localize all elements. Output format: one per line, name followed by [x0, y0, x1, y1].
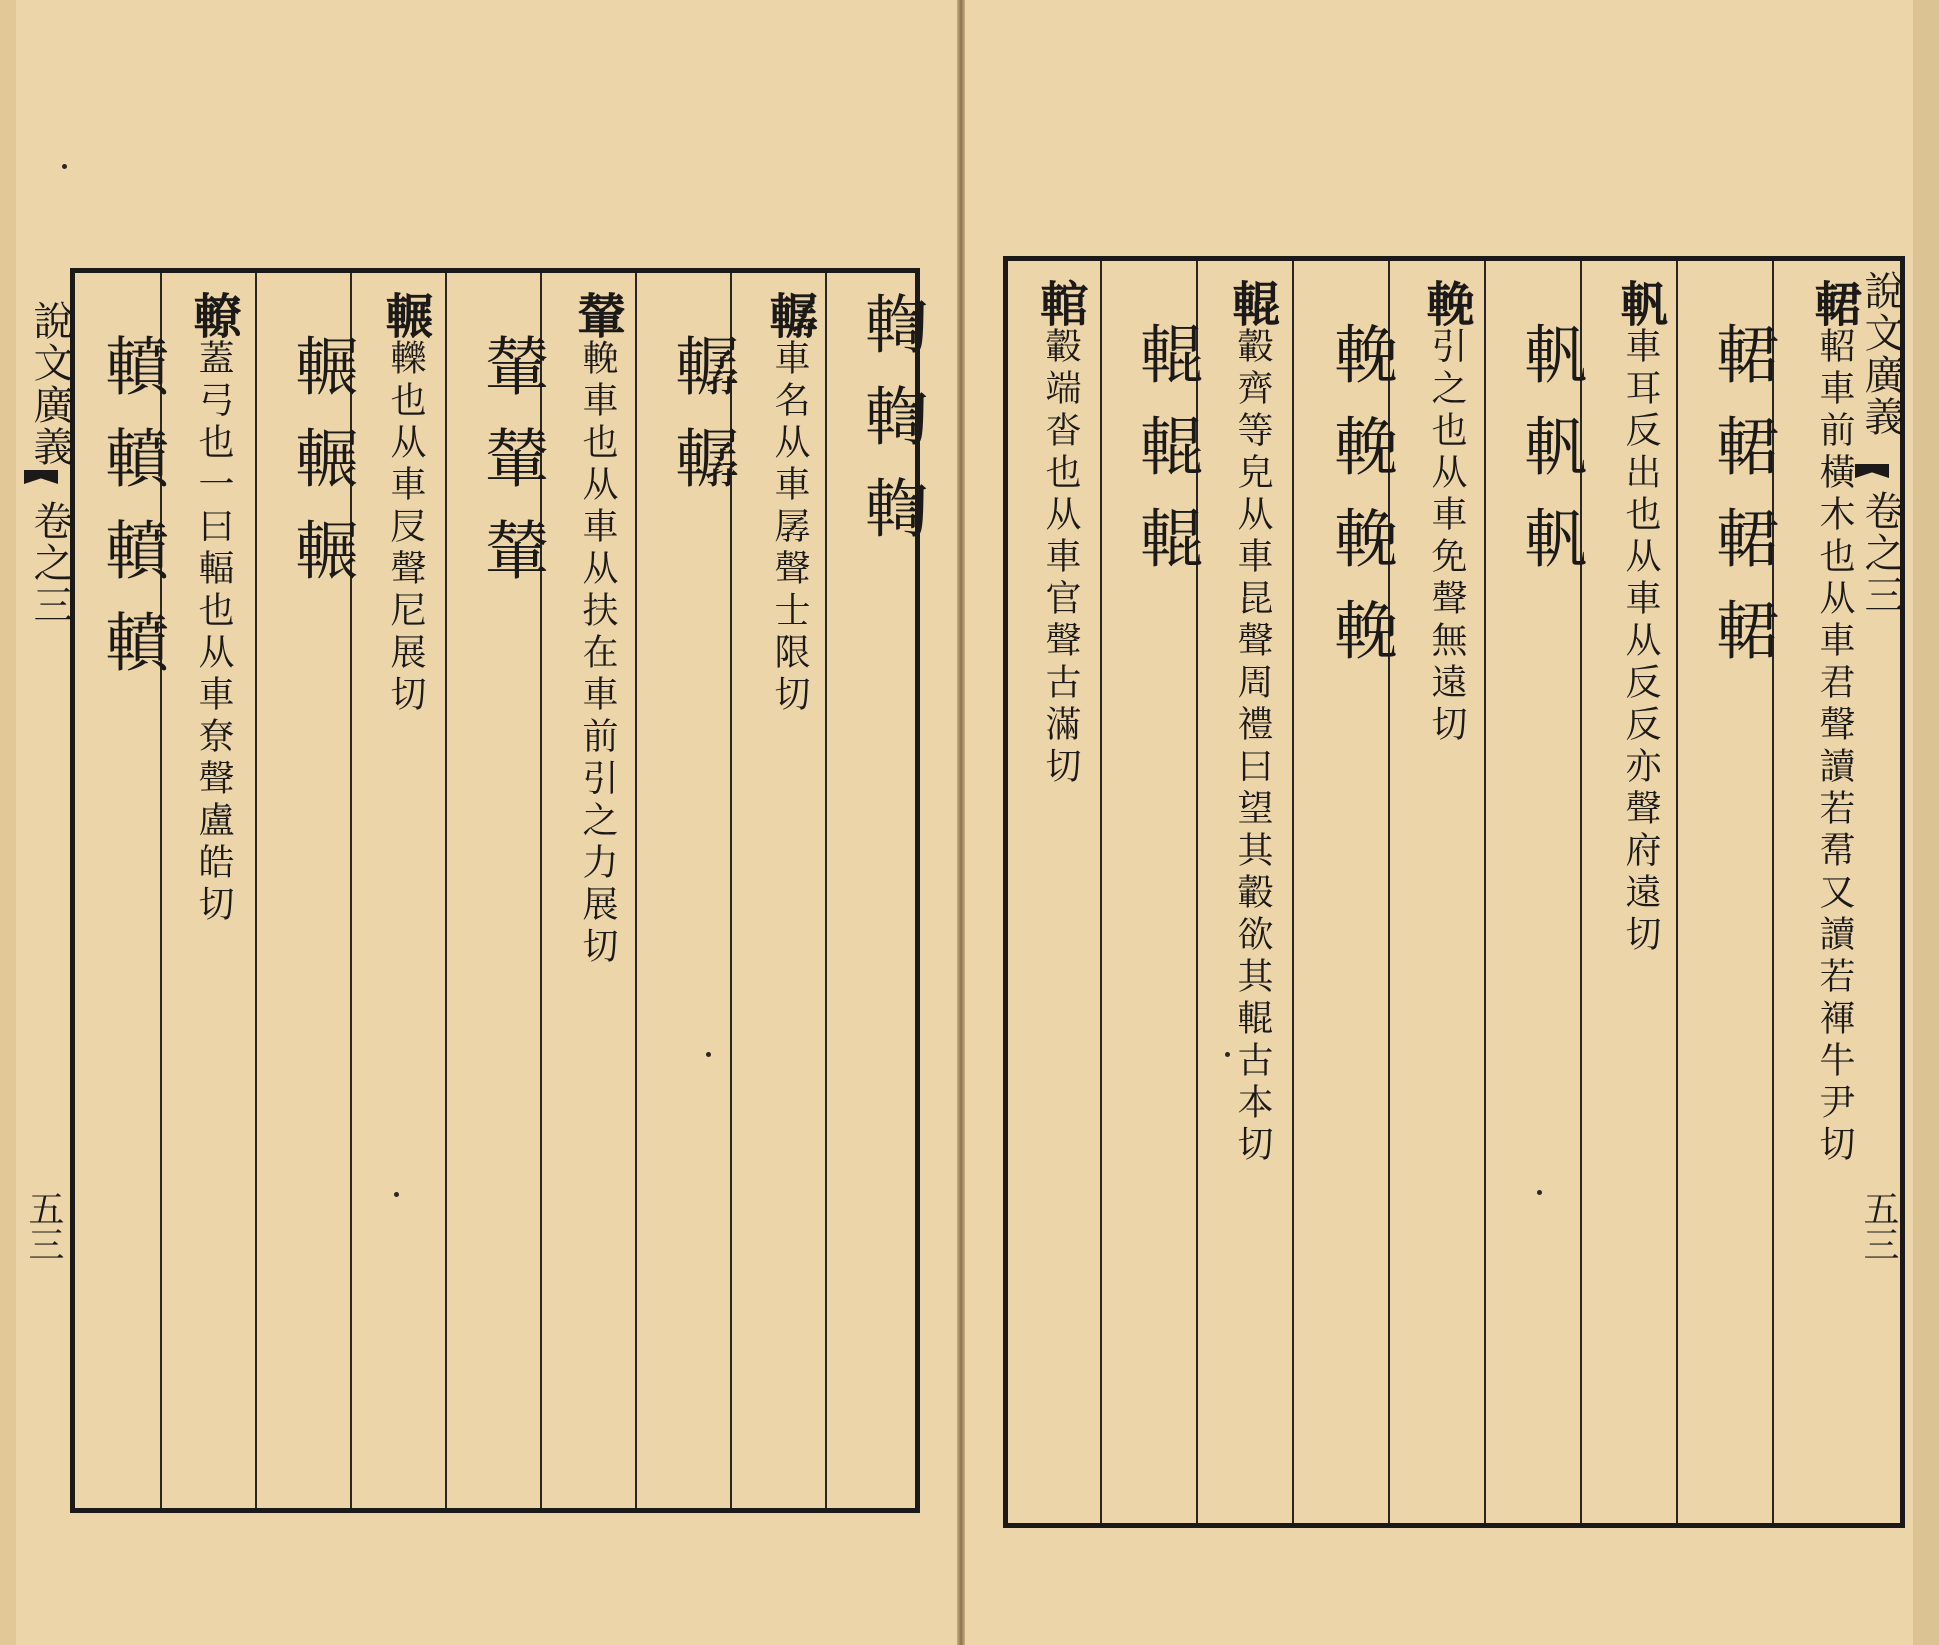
- left-col-9-seal-glyphs: 轒轒轒轒: [94, 333, 168, 701]
- entry-head-char: 轏: [761, 291, 817, 339]
- left-col-4-entry: [563, 291, 632, 969]
- entry-gloss: 轢也从車㞋聲尼展切: [385, 339, 426, 717]
- right-col-2-seal-glyphs: 輑輑輑輑: [1705, 321, 1779, 689]
- entry-head-char: 輓: [1418, 279, 1474, 327]
- entry-gloss: 車名从車孱聲士限切: [769, 339, 810, 717]
- left-margin-volume: 卷之三: [27, 500, 73, 626]
- book-gutter: [957, 0, 965, 1645]
- right-col-9-entry: [1026, 279, 1095, 789]
- entry-head-char: 輥: [1224, 279, 1280, 327]
- entry-gloss: 輓車也从車从扶在車前引之力展切: [577, 339, 618, 969]
- right-text-frame: [1003, 256, 1905, 1528]
- right-col-4-seal-glyphs: 軓軓軓: [1513, 321, 1587, 597]
- left-text-frame: [70, 268, 928, 1513]
- right-folio: 五三: [1858, 1190, 1899, 1262]
- left-col-1-seal-glyphs: 輷輷輷: [854, 291, 928, 567]
- entry-head-char: 輾: [377, 291, 433, 339]
- right-col-8-seal-glyphs: 輥輥輥: [1129, 321, 1203, 597]
- right-col-3-entry: [1606, 279, 1675, 957]
- entry-gloss: 車耳反出也从車从反反亦聲府遠切: [1620, 327, 1661, 957]
- left-col-3-seal-glyphs: 轏轏: [664, 333, 738, 517]
- entry-head-char: 轑: [185, 291, 241, 339]
- entry-gloss: 引之也从車免聲無遠切: [1426, 327, 1467, 747]
- right-col-7-entry: [1218, 279, 1287, 1167]
- entry-head-char: 輑: [1806, 279, 1862, 327]
- right-margin-title: 說文廣義: [1858, 270, 1904, 438]
- left-col-8-entry: [179, 291, 248, 927]
- stitch-hole: [62, 164, 67, 169]
- left-col-5-seal-glyphs: 輦輦輦: [474, 333, 548, 609]
- left-col-6-entry: [371, 291, 440, 717]
- left-col-7-seal-glyphs: 輾輾輾: [284, 333, 358, 609]
- left-margin-title: 說文廣義: [27, 300, 73, 468]
- left-page: [0, 0, 957, 1645]
- right-page-edge: [1913, 0, 1939, 1645]
- entry-gloss: 轂齊等皃从車昆聲周禮曰望其轂欲其輥古本切: [1232, 327, 1273, 1167]
- entry-gloss: 轂端沓也从車官聲古滿切: [1040, 327, 1081, 789]
- left-page-edge: [0, 0, 16, 1645]
- entry-gloss: 蓋弓也一曰輻也从車尞聲盧皓切: [193, 339, 234, 927]
- right-col-5-entry: [1412, 279, 1481, 747]
- entry-head-char: 軓: [1612, 279, 1668, 327]
- right-col-1-entry: [1800, 279, 1869, 1167]
- left-fish-tail-mark: [24, 470, 58, 484]
- right-col-6-seal-glyphs: 輓輓輓輓: [1323, 321, 1397, 689]
- entry-head-char: 輦: [569, 291, 625, 339]
- entry-gloss: 軺車前橫木也从車君聲讀若帬又讀若褌牛尹切: [1814, 327, 1855, 1167]
- left-folio: 五三: [23, 1190, 64, 1262]
- entry-head-char: 輨: [1032, 279, 1088, 327]
- right-page: [965, 0, 1939, 1645]
- right-margin-volume: 卷之三: [1858, 490, 1904, 616]
- left-col-2-entry: [755, 291, 824, 717]
